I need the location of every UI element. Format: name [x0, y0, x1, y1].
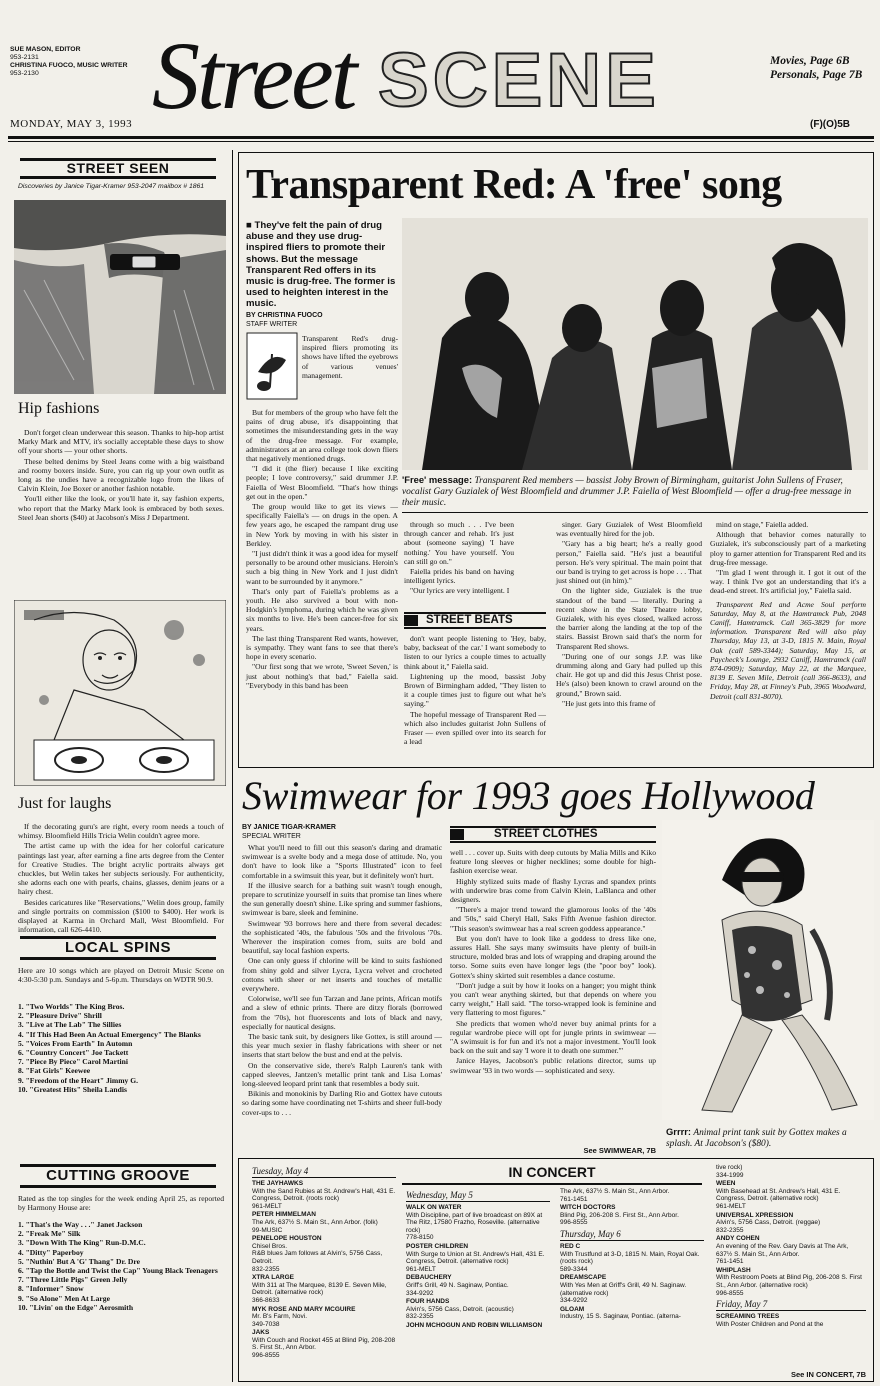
- paragraph: Lightening up the mood, bassist Joby Brown of Birmingham added, "They listen to it a couple times just to figure out what he's saying.": [404, 671, 546, 709]
- concert-detail: The Ark, 637½ S. Main St., Ann Arbor. (folk): [252, 1218, 378, 1226]
- concert-act: WEEN: [716, 1180, 736, 1188]
- local-spins-intro: Here are 10 songs which are played on Detroit Music Scene on 4:30-5:30 p.m. Sundays and 5-6p.m. Thursdays on WDTR 90.9.: [18, 966, 224, 985]
- staff-line: SUE MASON, EDITOR: [10, 46, 81, 53]
- concert-detail: Blind Pig, 206-208 S. First St., Ann Arbor.: [560, 1211, 679, 1219]
- paragraph: The basic tank suit, by designers like Gottex, is still around — this year much sexier in flashy fabrications with sheer or net inserts that start below the bust and end at the pelvis.: [242, 1032, 442, 1060]
- cutting-groove-list: [18, 1220, 224, 1312]
- byline: BY CHRISTINA FUOCO: [246, 312, 323, 319]
- paragraph: On the conservative side, there's Ralph Lauren's tank with capped sleeves, Jantzen's metallic print tank and Lisa Lomas' long-sleeved leopard print tank that resembles a body suit.: [242, 1060, 442, 1089]
- paragraph: If the illusive search for a bathing suit wasn't tough enough, prepare to scrutinize yourself in suits that promise tan lines where the sun generally doesn't shine. Like spring and summer fashions, swimwear is bare, sleek and feminine.: [242, 880, 442, 918]
- cutting-groove-header: CUTTING GROOVE: [20, 1164, 216, 1188]
- caption-text: Transparent Red members — bassist Joby Brown of Birmingham, guitarist John Sullens of Fraser, vocalist Gary Guzialek of West Bloomfield and drummer J.P. Faiella of West Bloomfield — offer a drug-free message in their music.: [402, 476, 852, 508]
- jeans-photo: [14, 200, 226, 394]
- paragraph: Janice Hayes, Jacobson's public relations director, sums up swimwear '93 in two words — sophisticated and sexy.: [450, 1056, 656, 1075]
- paragraph: mind on stage," Faiella added.: [716, 520, 809, 529]
- paragraph: "Don't judge a suit by how it looks on a hanger; you might think you can't wear anything skirted, but that depends on where you carry weight," Hall said. "The torso-wrapped look is feminine and very flattering to most figures.": [450, 980, 656, 1018]
- byline-role: SPECIAL WRITER: [242, 832, 301, 840]
- concert-detail: With Basehead at St. Andrew's Hall, 431 E. Congress, Detroit. (alternative rock): [716, 1187, 841, 1203]
- street-seen-credit: Discoveries by Janice Tigar-Kramer 953-2047 mailbox # 1861: [18, 183, 205, 190]
- concert-day: Tuesday, May 4: [252, 1166, 396, 1178]
- laughs-heading: Just for laughs: [18, 795, 112, 812]
- concert-detail: 961-MELT: [252, 1202, 282, 1210]
- list-item: 9. "So Alone" Men At Large: [18, 1293, 110, 1303]
- caption-lead: 'Free' message:: [402, 474, 473, 485]
- list-item: 1. "That's the Way . . ." Janet Jackson: [18, 1220, 143, 1229]
- concert-act: DREAMSCAPE: [560, 1274, 607, 1282]
- concert-act: WHIPLASH: [716, 1266, 751, 1274]
- concert-detail: With 311 at The Marquee, 8139 E. Seven Mile, Detroit. (alternative rock): [252, 1281, 387, 1297]
- paragraph: "During one of our songs J.P. was like drumming along and Gary had pulled up this chair. He got up and did this Jesus Christ pose. He's (also) been known to crawl around on the ground," Brown said.: [556, 651, 702, 698]
- local-spins-list: [18, 1002, 224, 1094]
- laughs-body: [18, 822, 224, 935]
- concert-header: IN CONCERT: [402, 1164, 702, 1185]
- swim-jump: See SWIMWEAR, 7B: [583, 1146, 656, 1155]
- red-col2b: [404, 634, 546, 747]
- page-ref: Personals, Page 7B: [770, 69, 863, 81]
- concert-act: POSTER CHILDREN: [406, 1242, 469, 1250]
- concert-act: JAKS: [252, 1329, 270, 1337]
- masthead-title-street: Street: [152, 22, 355, 129]
- concert-col-3: [560, 1188, 704, 1321]
- list-item: 9. "Freedom of the Heart" Jimmy G.: [18, 1075, 139, 1085]
- masthead-title-scene: SCENE: [378, 38, 660, 123]
- paragraph: One can only guess if chlorine will be kind to suits fashioned from shiny gold and silver Lycra, Lycra velvet and crocheted cottons with sheer or net inserts and touches of metallic everywhere.: [242, 956, 442, 994]
- concert-detail: With Discipline, part of live broadcast on 89X at The Ritz, 17580 Frazho, Roseville. (alternative rock): [406, 1211, 543, 1234]
- concert-col-4: [716, 1164, 866, 1328]
- concert-detail: 334-9292: [560, 1297, 588, 1305]
- swim-col2: [450, 848, 656, 1076]
- list-item: 7. "Piece By Piece" Carol Martini: [18, 1057, 128, 1067]
- concert-detail: 349-7038: [252, 1320, 280, 1328]
- red-col1-wrap: Transparent Red's drug-inspired fliers promoting its shows have lifted the eyebrows of various venues' management.: [302, 334, 398, 380]
- paragraph: Swimwear '93 borrows here and there from several decades: the sophisticated '40s, the fabulous '50s and the frivolous '70s. Wherever the inspiration comes from, suits are bold and beautiful, say local fashion experts.: [242, 918, 442, 956]
- concert-act: ANDY COHEN: [716, 1235, 760, 1243]
- paragraph: Highly stylized suits made of flashy Lycras and spandex prints with underwire bras come from Calvin Klein, LaBlanca and other designers.: [450, 876, 656, 905]
- masthead-rule: [8, 136, 874, 139]
- concert-detail: 761-1451: [716, 1258, 744, 1266]
- concert-detail: With Surge to Union at St. Andrew's Hall, 431 E. Congress, Detroit. (alternative rock): [406, 1250, 545, 1266]
- paragraph: Bikinis and monokinis by Darling Rio and Gottex have cutouts so daring some have coordinating net T-shirts and sheer full-body cover-ups to . . .: [242, 1089, 442, 1117]
- red-col4: [710, 520, 866, 702]
- concert-detail: 996-8555: [560, 1219, 588, 1227]
- paragraph: "There's a major trend toward the glamorous looks of the '40s and '50s," said Cheryl Hall, Saks Fifth Avenue fashion director. "This season's swimwear has a real screen goddess appearance.": [450, 905, 656, 933]
- concert-detail: 761-1451: [560, 1195, 588, 1203]
- street-beats-header: [404, 612, 546, 629]
- paragraph: She predicts that women who'd never buy animal prints for a regular wardrobe piece will opt for jungle prints in swimwear — "A swimsuit is for fun and it's not a major investment. You'll look back on the suit and say 'I wore it to death one summer.'": [450, 1018, 656, 1056]
- red-col2a: [404, 520, 514, 597]
- swim-headline: Swimwear for 1993 goes Hollywood: [242, 773, 815, 818]
- list-item: 8. "Fat Girls" Keewee: [18, 1066, 91, 1076]
- concert-detail: Griff's Grill, 49 N. Saginaw, Pontiac.: [406, 1281, 509, 1289]
- band-photo-caption: [402, 474, 868, 509]
- concert-act: JOHN MCHOGUN AND ROBIN WILLIAMSON: [406, 1321, 543, 1329]
- caption-rule: [402, 512, 868, 513]
- street-clothes-label: STREET CLOTHES: [494, 828, 598, 840]
- list-item: 10. "Livin' on the Edge" Aerosmith: [18, 1302, 134, 1312]
- paragraph: Colorwise, we'll see fun Tarzan and Jane prints, African motifs and a slew of ethnic prints. There are ditzy florals (borrowed from the '70s), hot fluorescents and lots of black and navy, especially for nautical designs.: [242, 994, 442, 1031]
- hip-heading: Hip fashions: [18, 400, 100, 417]
- caricature-painting: [14, 600, 226, 786]
- list-item: 10. "Greatest Hits" Sheila Landis: [18, 1084, 127, 1094]
- paragraph: Besides caricatures like "Reservations," Welin does group, family and single portraits on commission ($100 to $400). Her work is displayed at Karma in Orchard Mall, West Bloomfield. For information, call 626-4410.: [18, 897, 224, 935]
- hip-body: [18, 428, 224, 523]
- paragraph: The group would like to get its views — specifically Faiella's — on drugs in the open. A few years ago, he escaped the rampant drug use in New York by moving in with his sister in Berkley.: [246, 502, 398, 548]
- concert-detail: 832-2355: [716, 1226, 744, 1234]
- paragraph: What you'll need to fill out this season's daring and dramatic swimwear is a svelte body and a mega dose of attitude. No, you don't have to look like a "Sports Illustrated" icon to feel comfortable in a swimsuit this year, but it definitely won't hurt.: [242, 843, 442, 880]
- concert-detail: R&B blues Jam follows at Alvin's, 5756 Cass, Detroit.: [252, 1250, 383, 1265]
- concert-day: Friday, May 7: [716, 1299, 866, 1311]
- concert-detail: Industry, 15 S. Saginaw, Pontiac. (alterna-: [560, 1313, 681, 1321]
- concert-act: XTRA LARGE: [252, 1274, 295, 1282]
- paragraph: "Our first song that we wrote, 'Sweet Seven,' is just about nothing's that bad," Faiella said. "Everybody in this band has been: [246, 662, 398, 690]
- paragraph: But you don't have to look like a goddess to dress like one, assures Hall. She says many swimsuits have plenty of built-in structure, molded bras and lots of wrapping and draping around the torso. Some suits even have longer legs (the "poor boy" look). Gottex's shiny skirted suit resembles a dance costume.: [450, 933, 656, 980]
- concert-act: SCREAMING TREES: [716, 1313, 780, 1321]
- red-byline: [246, 312, 396, 329]
- byline: BY JANICE TIGAR-KRAMER: [242, 824, 336, 831]
- list-item: 6. "Tap the Bottle and Twist the Cap" Young Black Teenagers: [18, 1266, 218, 1276]
- street-clothes-header: [450, 826, 656, 843]
- paragraph: On the lighter side, Guzialek is the true standout of the band — literally. During a recent show in the State Theatre lobby, Guzialek, with his eyes closed, walked across the barrier along the landing at the top of the stairs. Bassist Brown said that's the norm for Transparent Red shows.: [556, 586, 702, 651]
- paragraph: That's only part of Faiella's problems as a youth. He also survived a bout with non-Hodgkin's lymphoma, during which he was given six months to live. He's been cancer-free for six years.: [246, 586, 398, 633]
- music-note-icon: [246, 332, 298, 400]
- caption-text: Animal print tank suit by Gottex makes a splash. At Jacobson's ($80).: [666, 1128, 847, 1149]
- sidebar-divider: [232, 150, 233, 1382]
- street-clothes-icon: [450, 829, 464, 840]
- list-item: 6. "Country Concert" Joe Tackett: [18, 1048, 129, 1058]
- paragraph: "I did it (the flier) because I like exciting people; I love controversy," said drummer J.P. Faiella of West Bloomfield. "That's how things get out in the open.": [246, 464, 398, 501]
- paragraph: well . . . cover up. Suits with deep cutouts by Malia Mills and Kiko feature long sleeves or higher necklines; some double for high-fashion exercise wear.: [450, 848, 656, 876]
- paragraph: singer. Gary Guzialek of West Bloomfield was eventually hired for the job.: [556, 520, 702, 539]
- concert-detail: 996-8555: [252, 1352, 280, 1360]
- list-item: 5. "Nuthin' But A 'G' Thang" Dr. Dre: [18, 1256, 141, 1266]
- concert-act: UNIVERSAL XPRESSION: [716, 1211, 794, 1219]
- paragraph: through so much . . . I've been through cancer and rehab. It's just about (someone saying) 'I have nothing.' You have yourself. You can still go on.": [404, 520, 514, 566]
- list-item: 7. "Three Little Pigs" Green Jelly: [18, 1275, 128, 1285]
- cutting-groove-intro: Rated as the top singles for the week ending April 25, as reported by Harmony House are:: [18, 1194, 224, 1213]
- paragraph: "Gary has a big heart; he's a really good person," Faiella said. "He's just a beautiful person. He's very spiritual. The main point that our band is trying to get across is hope . . . That just shined out (in him).": [556, 539, 702, 586]
- list-item: 2. "Pleasure Drive" Shrill: [18, 1011, 102, 1021]
- show-listing: Transparent Red and Acme Soul perform Saturday, May 8, at the Hamtramck Pub, 2048 Caniff, Hamtramck. Call 365-3829 for more information. Transparent Red will also play Thursday, May 13, at 3-D, 1815 N. Main, Royal Oak (call 589-3344); Saturday, May 15, at Paycheck's Lounge, 2932 Caniff, Hamtramck (call 874-0909); Saturday, May 22, at the Marquee, 8139 E. Seven Mile, Detroit (call 366-8633), and Friday, May 28, at Finney's Pub, 3965 Woodward, Detroit (call 831-8070).: [710, 599, 866, 701]
- concert-detail: 334-9292: [406, 1289, 434, 1297]
- band-photo: [402, 218, 868, 470]
- list-item: 2. "Freak Me" Silk: [18, 1229, 81, 1239]
- list-item: 5. "Voices From Earth" In Automn: [18, 1038, 133, 1048]
- concert-detail: Alvin's, 5756 Cass, Detroit. (acoustic): [406, 1305, 514, 1313]
- concert-detail: With Yes Men at Griff's Grill, 49 N. Saginaw. (alternative rock): [560, 1281, 687, 1297]
- concert-detail: 589-3344: [560, 1265, 588, 1273]
- concert-col-1: [252, 1164, 396, 1360]
- concert-act: WALK ON WATER: [406, 1204, 462, 1211]
- concert-act: DEBAUCHERY: [406, 1274, 452, 1282]
- concert-detail: With Poster Children and Pond at the: [716, 1320, 824, 1328]
- paragraph: Faiella prides his band on having intelligent lyrics.: [404, 567, 514, 586]
- swim-byline: [242, 824, 442, 841]
- concert-act: THE JAYHAWKS: [252, 1180, 304, 1187]
- page-ref: Movies, Page 6B: [770, 55, 850, 67]
- paragraph: You'll either like the look, or you'll hate it, say fashion experts, who report that the Marky Mark look is embraced by both sexes. Steel Jean shorts ($40) at Jacobson's Miss J Department.: [18, 494, 224, 522]
- concert-day: Wednesday, May 5: [406, 1190, 550, 1202]
- paragraph: "I just didn't think it was a good idea for myself personally to be around other musicians. Heroin's such a big thing in New York and I just didn't want to be surrounded by it anymore.": [246, 549, 398, 586]
- masthead-rule-thin: [8, 141, 874, 142]
- paragraph: The artist came up with the idea for her colorful caricature paintings last year, after earning a fine arts degree from the Center for Creative Studies. The bright acrylic portraits always get chuckles, but Welin takes her subjects seriously. For authenticity, she adorns each one with pearls, chains, glasses, denim jeans or a hairy chest.: [18, 841, 224, 897]
- concert-detail: With Couch and Rocket 455 at Blind Pig, 208-208 S. First St., Ann Arbor.: [252, 1336, 396, 1352]
- list-item: 1. "Two Worlds" The King Bros.: [18, 1002, 125, 1011]
- concert-detail: 334-1999: [716, 1171, 744, 1179]
- deck-text: They've felt the pain of drug abuse and they use drug-inspired fliers to promote their shows. But the message Transparent Red offers in its music is drug-free. The former is used to heighten interest in the music.: [246, 220, 396, 310]
- street-seen-header: STREET SEEN: [20, 158, 216, 179]
- staff-line: 953-2130: [10, 70, 39, 77]
- concert-act: PETER HIMMELMAN: [252, 1211, 316, 1219]
- paragraph: But for members of the group who have felt the pains of drug abuse, it's disappointing that sometimes the misunderstanding gets in the way of the drug-free message. For example, administrators at an area college took down fliers that negatively mentioned drugs.: [246, 408, 398, 464]
- concert-detail: tive rock): [716, 1164, 743, 1171]
- paragraph: Don't forget clean underwear this season. Thanks to hip-hop artist Marky Mark and MTV, it's socially acceptable these days to show off your shorts — your other shorts.: [18, 428, 224, 456]
- section-code: (F)(O)5B: [810, 119, 850, 130]
- concert-detail: 832-2355: [406, 1313, 434, 1321]
- concert-detail: Chisel Bros.: [252, 1242, 288, 1250]
- concert-detail: With Restroom Poets at Blind Pig, 206-208 S. First St., Ann Arbor. (alternative rock): [716, 1274, 862, 1289]
- concert-act: FOUR HANDS: [406, 1298, 450, 1306]
- paragraph: These belted denims by Steel Jeans come with a big waistband and roomy boxers inside. Sure, you can rig up your own outfit as long as the undies have a recognizable logo from the likes of Calvin Klein, Joe Boxer or another fashion notable.: [18, 456, 224, 494]
- list-item: 4. "If This Had Been An Actual Emergency" The Blanks: [18, 1029, 201, 1039]
- concert-detail: The Ark, 637½ S. Main St., Ann Arbor.: [560, 1188, 670, 1195]
- concert-detail: 961-MELT: [406, 1265, 436, 1273]
- concert-detail: 996-8555: [716, 1289, 744, 1297]
- concert-detail: Mr. B's Farm, Novi.: [252, 1313, 308, 1321]
- paragraph: don't want people listening to 'Hey, baby, baby, backseat of the car.' I want somebody to listen to our lyrics a couple times to actually think about it," Faiella said.: [404, 634, 546, 671]
- concert-jump: See IN CONCERT, 7B: [790, 1370, 866, 1379]
- list-item: 3. "Down With The King" Run-D.M.C.: [18, 1238, 146, 1248]
- red-col1: [246, 408, 398, 691]
- list-item: 4. "Ditty" Paperboy: [18, 1247, 84, 1257]
- staff-line: 953-2131: [10, 54, 39, 61]
- concert-act: RED C: [560, 1242, 581, 1250]
- street-beats-label: STREET BEATS: [426, 614, 513, 626]
- concert-col-2: [406, 1188, 550, 1330]
- list-item: 8. "Informer" Snow: [18, 1284, 84, 1294]
- concert-act: PENELOPE HOUSTON: [252, 1235, 322, 1243]
- paragraph: The hopeful message of Transparent Red — which also includes guitarist John Sullens of Fraser — even spilled over into its search for a lead: [404, 709, 546, 747]
- concert-detail: 778-8150: [406, 1234, 434, 1242]
- paragraph: "Our lyrics are very intelligent. I: [410, 586, 510, 596]
- concert-detail: An evening of the Rev. Gary Davis at The Ark, 637½ S. Main St., Ann Arbor.: [716, 1242, 849, 1258]
- red-headline: Transparent Red: A 'free' song: [246, 162, 782, 208]
- concert-day: Thursday, May 6: [560, 1229, 704, 1241]
- paragraph: The last thing Transparent Red wants, however, is sympathy. They want fans to see that there's hope in every scenario.: [246, 633, 398, 662]
- paragraph: Although that behavior comes naturally to Guzialek, it's subconsciously part of a marketing ploy to garner attention for Transparent Red and its drug-free message.: [710, 530, 866, 567]
- page-refs: [770, 54, 878, 82]
- concert-detail: Alvin's, 5756 Cass, Detroit. (reggae): [716, 1219, 821, 1227]
- caption-lead: Grrrr:: [666, 1126, 692, 1137]
- paragraph: "I'm glad I went through it. I got it out of the way. I think I've got an understanding that it's a dead-end street. It's artificial joy," Faiella said.: [710, 568, 866, 596]
- paragraph: "He just gets into this frame of: [562, 698, 656, 708]
- concert-detail: With Trustfund at 3-D, 1815 N. Main, Royal Oak. (roots rock): [560, 1250, 700, 1266]
- concert-act: MYK ROSE AND MARY MCGUIRE: [252, 1305, 356, 1313]
- paragraph: If the decorating guru's are right, every room needs a touch of whimsy. Bloomfield Hills Tricia Welin couldn't agree more.: [18, 822, 224, 841]
- concert-detail: 961-MELT: [716, 1202, 746, 1210]
- red-deck: [246, 220, 396, 310]
- byline-role: STAFF WRITER: [246, 320, 298, 328]
- red-col3: [556, 520, 702, 709]
- swim-col1: [242, 843, 442, 1118]
- concert-act: GLOAM: [560, 1305, 585, 1313]
- concert-detail: 366-8633: [252, 1296, 280, 1304]
- street-beats-icon: [404, 615, 418, 626]
- list-item: 3. "Live at The Lab" The Sillies: [18, 1020, 122, 1030]
- staff-box: [10, 46, 135, 78]
- concert-detail: With the Sand Rubies at St. Andrew's Hall, 431 E. Congress, Detroit. (roots rock): [252, 1187, 396, 1203]
- swimsuit-photo: [662, 820, 874, 1120]
- local-spins-header: LOCAL SPINS: [20, 936, 216, 960]
- concert-detail: 99-MUSIC: [252, 1226, 283, 1234]
- concert-detail: 832-2355: [252, 1265, 280, 1273]
- concert-act: WITCH DOCTORS: [560, 1204, 616, 1212]
- staff-line: CHRISTINA FUOCO, MUSIC WRITER: [10, 62, 128, 69]
- swimsuit-caption: [666, 1126, 872, 1150]
- bullet-icon: ■: [246, 220, 255, 231]
- masthead-date: MONDAY, MAY 3, 1993: [10, 118, 133, 130]
